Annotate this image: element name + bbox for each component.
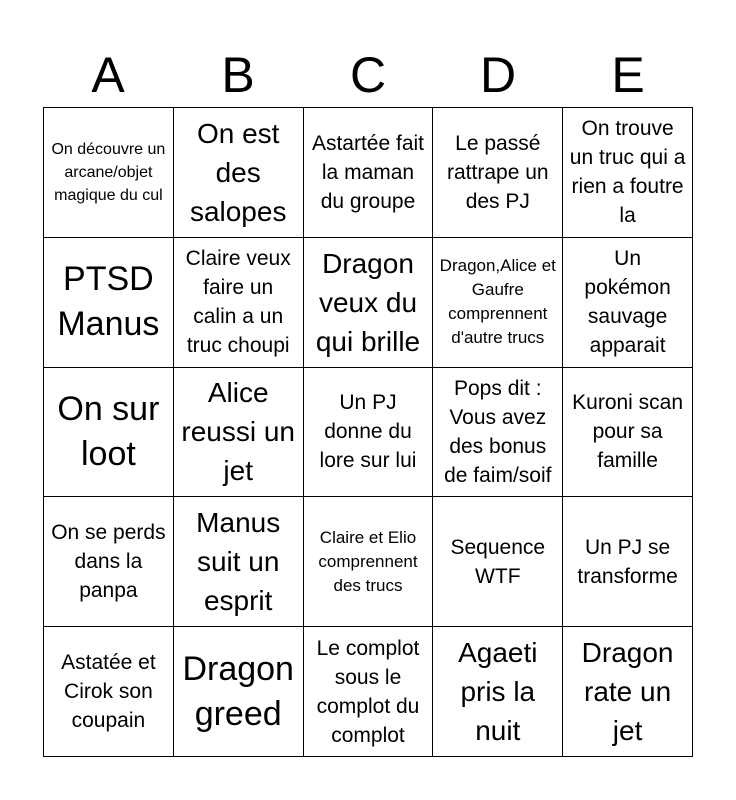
cell-text: Claire veux faire un calin a un truc choupi (185, 247, 291, 358)
cell-text: Dragon greed (182, 649, 294, 733)
bingo-cell-e4[interactable] (563, 497, 693, 627)
column-header (43, 44, 693, 106)
column-letter-d: D (479, 47, 517, 103)
bingo-cell-d1[interactable] (433, 108, 563, 238)
cell-text: Dragon,Alice et Gaufre comprennent d'autre trucs (439, 256, 556, 348)
column-letter-e: E (611, 47, 645, 103)
bingo-cell-e3[interactable] (563, 368, 693, 498)
cell-text: Le complot sous le complot du complot (316, 636, 420, 747)
cell-text: PTSD Manus (57, 260, 160, 344)
cell-text: On sur loot (57, 389, 160, 473)
cell-text: Kuroni scan pour sa famille (572, 391, 684, 473)
cell-text: Dragon rate un jet (581, 637, 674, 747)
bingo-cell-e2[interactable] (563, 238, 693, 368)
cell-text: Un PJ se transforme (577, 535, 678, 588)
bingo-cell-a5[interactable] (44, 627, 174, 757)
cell-text: On trouve un truc qui a rien a foutre la (569, 117, 686, 228)
bingo-cell-c3[interactable] (304, 368, 434, 498)
bingo-cell-b1[interactable] (174, 108, 304, 238)
cell-text: Dragon veux du qui brille (315, 247, 421, 357)
cell-text: Manus suit un esprit (196, 507, 281, 617)
cell-text: Le passé rattrape un des PJ (447, 131, 549, 213)
cell-text: Pops dit : Vous avez des bonus de faim/soif (444, 376, 552, 487)
bingo-cell-b2[interactable] (174, 238, 304, 368)
cell-text: Claire et Elio comprennent des trucs (318, 527, 418, 595)
cell-text: Un pokémon sauvage apparait (584, 247, 671, 358)
bingo-cell-a3[interactable] (44, 368, 174, 498)
column-letter-b: B (221, 47, 255, 103)
bingo-cell-c2[interactable] (304, 238, 434, 368)
bingo-cell-d2[interactable] (433, 238, 563, 368)
cell-text: On découvre un arcane/objet magique du cul (51, 140, 166, 204)
bingo-cell-e5[interactable] (563, 627, 693, 757)
bingo-grid (43, 107, 693, 757)
bingo-cell-a4[interactable] (44, 497, 174, 627)
cell-text: Sequence WTF (450, 535, 546, 588)
bingo-cell-d4[interactable] (433, 497, 563, 627)
bingo-cell-c5[interactable] (304, 627, 434, 757)
bingo-cell-b3[interactable] (174, 368, 304, 498)
cell-text: Astatée et Cirok son coupain (61, 651, 156, 733)
column-letter-a: A (91, 47, 125, 103)
cell-text: Astartée fait la maman du groupe (311, 131, 425, 213)
column-letter-c: C (349, 47, 387, 103)
bingo-cell-c1[interactable] (304, 108, 434, 238)
bingo-cell-a1[interactable] (44, 108, 174, 238)
cell-text: Alice reussi un jet (181, 377, 295, 487)
bingo-cell-d5[interactable] (433, 627, 563, 757)
bingo-cell-a2[interactable] (44, 238, 174, 368)
cell-text: Un PJ donne du lore sur lui (319, 391, 417, 473)
bingo-cell-c4[interactable] (304, 497, 434, 627)
cell-text: On se perds dans la panpa (51, 521, 166, 603)
bingo-cell-b4[interactable] (174, 497, 304, 627)
bingo-cell-d3[interactable] (433, 368, 563, 498)
cell-text: On est des salopes (189, 117, 287, 227)
bingo-cell-e1[interactable] (563, 108, 693, 238)
bingo-cell-b5[interactable] (174, 627, 304, 757)
cell-text: Agaeti pris la nuit (458, 637, 538, 747)
